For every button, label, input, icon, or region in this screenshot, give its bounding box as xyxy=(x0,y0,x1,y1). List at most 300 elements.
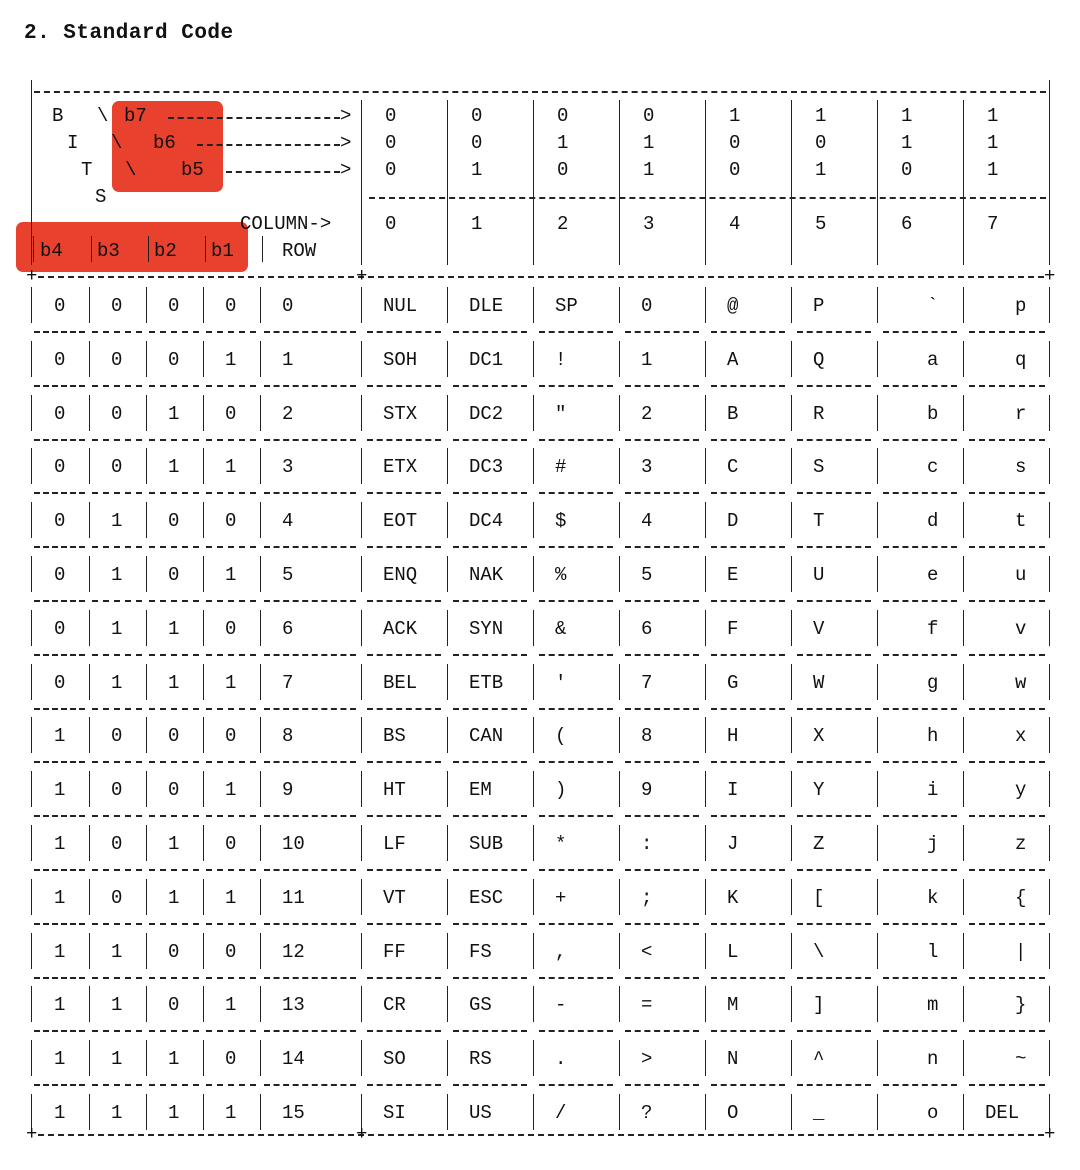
row-separator xyxy=(149,761,199,763)
row-separator xyxy=(264,869,356,871)
row-bar xyxy=(146,717,147,753)
code-char: P xyxy=(813,295,825,317)
row-separator xyxy=(206,654,256,656)
row-bit: 0 xyxy=(225,725,237,748)
row-separator xyxy=(149,923,199,925)
row-separator xyxy=(539,923,613,925)
row-separator xyxy=(34,439,85,441)
row-bar xyxy=(361,771,362,807)
row-bar xyxy=(203,771,204,807)
row-separator xyxy=(969,708,1045,710)
row-bar xyxy=(619,395,620,431)
row-bar xyxy=(963,448,964,484)
corner-plus: + xyxy=(356,265,368,287)
row-separator xyxy=(797,439,871,441)
row-separator xyxy=(92,923,142,925)
row-bar xyxy=(447,771,448,807)
row-separator xyxy=(625,977,699,979)
row-separator xyxy=(367,546,441,548)
row-number: 1 xyxy=(282,348,294,371)
row-separator xyxy=(149,492,199,494)
code-char: < xyxy=(641,940,653,963)
row-separator xyxy=(264,977,356,979)
row-separator xyxy=(34,923,85,925)
row-separator xyxy=(539,977,613,979)
row-bar xyxy=(963,556,964,592)
code-char: l xyxy=(927,940,939,963)
col-b7-value: 1 xyxy=(901,105,913,127)
row-separator xyxy=(34,600,85,602)
row-bar xyxy=(203,664,204,700)
row-separator xyxy=(149,439,199,441)
col-b7-value: 0 xyxy=(643,105,655,127)
row-bit: 0 xyxy=(225,510,237,533)
row-bar xyxy=(533,717,534,753)
row-bar xyxy=(877,933,878,969)
code-char: z xyxy=(1015,833,1027,855)
row-number: 10 xyxy=(282,833,305,855)
row-bar xyxy=(877,879,878,915)
row-bit: 1 xyxy=(225,994,237,1017)
code-char: NAK xyxy=(469,564,504,586)
row-separator xyxy=(969,815,1045,817)
row-separator xyxy=(883,492,957,494)
row-separator xyxy=(264,331,356,333)
row-separator xyxy=(264,600,356,602)
column-number: 1 xyxy=(471,213,483,235)
bits-letter: S xyxy=(95,186,107,208)
row-bar xyxy=(619,1094,620,1130)
code-char: SUB xyxy=(469,833,504,855)
corner-plus: + xyxy=(356,1123,368,1145)
row-bar xyxy=(146,502,147,538)
row-separator xyxy=(883,1084,957,1086)
row-separator xyxy=(206,492,256,494)
header-left-edge xyxy=(31,100,32,265)
code-char: w xyxy=(1015,671,1027,694)
col-b5-value: 0 xyxy=(385,159,397,181)
row-separator xyxy=(453,923,527,925)
row-bar xyxy=(1049,1040,1050,1076)
row-separator xyxy=(149,546,199,548)
row-separator xyxy=(206,385,256,387)
row-bit: 1 xyxy=(54,994,66,1017)
row-bar xyxy=(203,825,204,861)
row-bar xyxy=(447,664,448,700)
row-bar xyxy=(31,825,32,861)
row-bit: 0 xyxy=(225,833,237,855)
code-char: # xyxy=(555,456,567,479)
code-char: R xyxy=(813,402,825,425)
row-separator xyxy=(367,761,441,763)
row-separator xyxy=(34,977,85,979)
row-bar xyxy=(146,986,147,1022)
row-separator xyxy=(969,385,1045,387)
code-char: I xyxy=(727,779,739,802)
row-bar xyxy=(203,448,204,484)
row-bar xyxy=(533,1040,534,1076)
row-bar xyxy=(963,341,964,377)
code-char: n xyxy=(927,1048,939,1071)
row-separator xyxy=(453,492,527,494)
row-number: 13 xyxy=(282,994,305,1017)
row-bar xyxy=(791,502,792,538)
code-char: p xyxy=(1015,295,1027,317)
code-char: LF xyxy=(383,833,406,855)
row-bit: 0 xyxy=(54,510,66,533)
col-b5-value: 1 xyxy=(643,159,655,181)
row-separator xyxy=(883,439,957,441)
row-separator xyxy=(264,923,356,925)
row-bar xyxy=(619,664,620,700)
col-b6-value: 1 xyxy=(643,132,655,154)
row-separator xyxy=(797,977,871,979)
row-bar xyxy=(89,287,90,323)
row-bit: 1 xyxy=(168,833,180,855)
row-bar xyxy=(791,933,792,969)
row-separator xyxy=(797,331,871,333)
row-bit: 0 xyxy=(168,994,180,1017)
col-b5-value: 0 xyxy=(729,159,741,181)
code-char: 8 xyxy=(641,725,653,748)
row-bit: 0 xyxy=(111,456,123,479)
row-bar xyxy=(89,717,90,753)
arrow-head: > xyxy=(340,105,352,127)
row-bar xyxy=(447,395,448,431)
backslash-2: \ xyxy=(111,132,123,154)
code-char: B xyxy=(727,402,739,425)
row-separator xyxy=(539,385,613,387)
code-char: ) xyxy=(555,779,567,802)
row-separator xyxy=(264,708,356,710)
code-char: G xyxy=(727,671,739,694)
row-bit: 1 xyxy=(111,994,123,1017)
row-bar xyxy=(533,502,534,538)
col-b6-value: 1 xyxy=(557,132,569,154)
row-bar xyxy=(203,556,204,592)
code-char: g xyxy=(927,671,939,694)
code-char: m xyxy=(927,994,939,1017)
row-bar xyxy=(619,1040,620,1076)
row-bar xyxy=(963,610,964,646)
row-bit: 1 xyxy=(54,725,66,748)
row-bit: 0 xyxy=(168,510,180,533)
row-bar xyxy=(203,986,204,1022)
row-separator xyxy=(206,761,256,763)
column-number: 2 xyxy=(557,213,569,235)
row-separator xyxy=(539,1030,613,1032)
row-separator xyxy=(711,600,785,602)
row-separator xyxy=(453,546,527,548)
col-b7-value: 0 xyxy=(471,105,483,127)
top-left-edge xyxy=(31,80,32,102)
row-separator xyxy=(969,1084,1045,1086)
row-bar xyxy=(447,1040,448,1076)
code-char: CR xyxy=(383,994,406,1017)
code-char: ; xyxy=(641,886,653,909)
row-bar xyxy=(791,610,792,646)
row-bar xyxy=(89,502,90,538)
code-char: U xyxy=(813,564,825,586)
col-b5-value: 0 xyxy=(901,159,913,181)
code-char: ACK xyxy=(383,617,418,640)
row-separator xyxy=(625,654,699,656)
row-bar xyxy=(791,395,792,431)
row-bar xyxy=(1049,717,1050,753)
code-char: o xyxy=(927,1102,939,1124)
row-bar xyxy=(1049,502,1050,538)
row-bar xyxy=(533,395,534,431)
row-bar xyxy=(361,395,362,431)
row-bar xyxy=(877,1094,878,1130)
row-separator xyxy=(883,869,957,871)
row-bar xyxy=(1049,986,1050,1022)
row-separator xyxy=(711,1084,785,1086)
code-char: ( xyxy=(555,725,567,748)
header-bottom-border xyxy=(38,276,1044,278)
col-b6-value: 0 xyxy=(729,132,741,154)
row-separator xyxy=(625,1030,699,1032)
row-separator xyxy=(34,385,85,387)
code-char: DC1 xyxy=(469,348,504,371)
row-bar xyxy=(31,448,32,484)
row-bit: 1 xyxy=(54,1048,66,1071)
col-b6-value: 0 xyxy=(385,132,397,154)
row-bar xyxy=(260,610,261,646)
row-bar xyxy=(877,502,878,538)
row-bar xyxy=(203,879,204,915)
arrow-head: > xyxy=(340,159,352,181)
row-bar xyxy=(1049,287,1050,323)
row-bar xyxy=(31,986,32,1022)
row-number: 14 xyxy=(282,1048,305,1071)
code-char: O xyxy=(727,1102,739,1124)
row-separator xyxy=(367,815,441,817)
code-char: SYN xyxy=(469,617,504,640)
row-bar xyxy=(533,879,534,915)
col-b6-value: 1 xyxy=(901,132,913,154)
row-bar xyxy=(619,771,620,807)
row-bar xyxy=(877,395,878,431)
row-separator xyxy=(453,439,527,441)
row-bit: 0 xyxy=(54,671,66,694)
backslash-3: \ xyxy=(125,159,137,181)
row-separator xyxy=(539,654,613,656)
row-bar xyxy=(146,395,147,431)
code-char: 5 xyxy=(641,564,653,586)
row-separator xyxy=(539,600,613,602)
row-bar xyxy=(146,341,147,377)
code-char: k xyxy=(927,886,939,909)
row-bar xyxy=(361,717,362,753)
row-separator xyxy=(797,654,871,656)
row-bar xyxy=(89,556,90,592)
bits-letter: I xyxy=(67,132,79,154)
code-char: VT xyxy=(383,886,406,909)
row-bit: 0 xyxy=(111,886,123,909)
code-char: SO xyxy=(383,1048,406,1071)
code-char: RS xyxy=(469,1048,492,1071)
code-char: 0 xyxy=(641,295,653,317)
row-separator xyxy=(797,708,871,710)
row-separator xyxy=(92,385,142,387)
row-bar xyxy=(260,1094,261,1130)
row-separator xyxy=(34,708,85,710)
row-bar xyxy=(877,448,878,484)
row-separator xyxy=(883,977,957,979)
row-bit: 0 xyxy=(111,833,123,855)
row-separator xyxy=(883,654,957,656)
row-bar xyxy=(791,341,792,377)
row-bit: 0 xyxy=(111,295,123,317)
row-separator xyxy=(34,546,85,548)
row-bar xyxy=(361,448,362,484)
row-separator xyxy=(206,331,256,333)
row-separator xyxy=(367,439,441,441)
row-bar xyxy=(619,825,620,861)
row-bar xyxy=(447,610,448,646)
low-bit-bar xyxy=(91,236,92,262)
row-bar xyxy=(146,448,147,484)
code-char: } xyxy=(1015,994,1027,1017)
code-char: j xyxy=(927,833,939,855)
row-bar xyxy=(533,448,534,484)
code-char: + xyxy=(555,886,567,909)
row-bar xyxy=(705,287,706,323)
row-separator xyxy=(969,492,1045,494)
row-bar xyxy=(260,986,261,1022)
row-bar xyxy=(447,933,448,969)
code-char: q xyxy=(1015,348,1027,371)
code-char: ? xyxy=(641,1102,653,1124)
row-bar xyxy=(533,556,534,592)
row-separator xyxy=(969,439,1045,441)
row-number: 8 xyxy=(282,725,294,748)
code-char: W xyxy=(813,671,825,694)
row-separator xyxy=(367,923,441,925)
row-bar xyxy=(705,717,706,753)
code-char: EOT xyxy=(383,510,418,533)
code-char: e xyxy=(927,564,939,586)
row-separator xyxy=(883,331,957,333)
row-bar xyxy=(533,771,534,807)
row-separator xyxy=(969,761,1045,763)
code-char: / xyxy=(555,1102,567,1124)
row-bar xyxy=(619,556,620,592)
row-bar xyxy=(533,287,534,323)
row-bar xyxy=(791,771,792,807)
row-bar xyxy=(89,610,90,646)
col-b7-value: 0 xyxy=(557,105,569,127)
row-separator xyxy=(367,385,441,387)
row-separator xyxy=(797,869,871,871)
row-bar xyxy=(963,1094,964,1130)
row-separator xyxy=(92,600,142,602)
row-separator xyxy=(34,1030,85,1032)
row-separator xyxy=(264,546,356,548)
row-separator xyxy=(969,654,1045,656)
row-separator xyxy=(149,708,199,710)
row-separator xyxy=(797,815,871,817)
row-separator xyxy=(149,1084,199,1086)
row-bar xyxy=(203,1040,204,1076)
row-bar xyxy=(1049,933,1050,969)
arrow-line xyxy=(226,171,340,173)
code-char: J xyxy=(727,833,739,855)
row-bar xyxy=(963,771,964,807)
code-char: FF xyxy=(383,940,406,963)
row-bit: 1 xyxy=(54,886,66,909)
row-separator xyxy=(34,869,85,871)
row-bar xyxy=(260,717,261,753)
row-bar xyxy=(31,879,32,915)
row-bar xyxy=(619,610,620,646)
row-separator xyxy=(206,923,256,925)
corner-plus: + xyxy=(26,265,38,287)
row-bar xyxy=(705,448,706,484)
row-bar xyxy=(1049,879,1050,915)
code-char: ETX xyxy=(383,456,418,479)
row-separator xyxy=(797,1084,871,1086)
row-bar xyxy=(1049,771,1050,807)
row-bar xyxy=(260,556,261,592)
row-bar xyxy=(705,1040,706,1076)
row-separator xyxy=(797,492,871,494)
row-bar xyxy=(447,879,448,915)
row-bit: 0 xyxy=(168,940,180,963)
row-bar xyxy=(877,825,878,861)
row-separator xyxy=(264,1084,356,1086)
col-b5-value: 1 xyxy=(471,159,483,181)
code-char: K xyxy=(727,886,739,909)
code-char: M xyxy=(727,994,739,1017)
corner-plus: + xyxy=(26,1123,38,1145)
row-bit: 1 xyxy=(111,1048,123,1071)
row-bar xyxy=(203,717,204,753)
row-bar xyxy=(89,664,90,700)
code-char: SI xyxy=(383,1102,406,1124)
row-separator xyxy=(367,1084,441,1086)
row-number: 11 xyxy=(282,886,305,909)
code-char: V xyxy=(813,617,825,640)
row-bar xyxy=(260,1040,261,1076)
header-col-bar xyxy=(963,100,964,265)
row-separator xyxy=(453,654,527,656)
row-separator xyxy=(711,439,785,441)
row-separator xyxy=(711,546,785,548)
row-bar xyxy=(146,933,147,969)
row-label: ROW xyxy=(282,240,317,262)
row-bit: 1 xyxy=(111,671,123,694)
col-b5-value: 1 xyxy=(815,159,827,181)
row-bit: 1 xyxy=(225,671,237,694)
row-bar xyxy=(447,341,448,377)
top-right-edge xyxy=(1049,80,1050,102)
row-separator xyxy=(711,815,785,817)
row-bar xyxy=(89,341,90,377)
row-bit: 1 xyxy=(54,1102,66,1124)
row-bar xyxy=(361,287,362,323)
row-bar xyxy=(203,933,204,969)
row-bar xyxy=(705,771,706,807)
corner-plus: + xyxy=(1044,265,1056,287)
code-char: X xyxy=(813,725,825,748)
row-bar xyxy=(963,395,964,431)
row-bar xyxy=(963,825,964,861)
column-number: 4 xyxy=(729,213,741,235)
row-bar xyxy=(447,986,448,1022)
row-separator xyxy=(149,1030,199,1032)
